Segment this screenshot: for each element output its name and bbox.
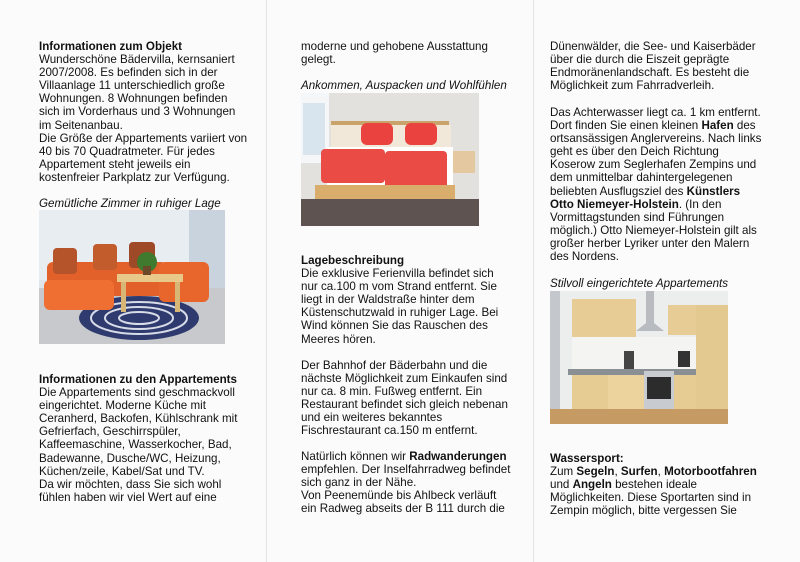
bahn-line: Der Bahnhof der Bäderbahn und die	[301, 359, 488, 372]
segeln-bold: Segeln	[576, 465, 615, 479]
app-line: Die Appartements sind geschmackvoll	[39, 386, 235, 400]
objekt-line: Wunderschöne Bädervilla, kernsaniert	[39, 53, 235, 67]
achter-line: Koserow zum Seglerhafen Zempins und	[550, 158, 757, 172]
duene-line: über die durch die Eiszeit geprägte	[550, 53, 730, 67]
objekt-line: Wohnungen. 8 Wohnungen befinden	[39, 92, 228, 106]
app-line: Küchen/zeile, Kabel/Sat und TV.	[39, 464, 205, 478]
column-2-lage	[301, 254, 533, 346]
caption-ankommen: Ankommen, Auspacken und Wohlfühlen	[301, 79, 507, 92]
app-heading: Informationen zu den Appartements	[39, 373, 237, 386]
objekt-line: 40 bis 70 Quadratmeter. Für jedes	[39, 144, 215, 158]
fold-line-right	[533, 0, 534, 562]
ziel-pre: beliebten Ausflugsziel des	[550, 184, 687, 198]
ws2-a: und	[550, 478, 573, 492]
achter-line: ortsansässigen Anglervereins. Nach links	[550, 132, 762, 146]
living-room-photo	[39, 210, 225, 344]
wasser-line: Möglichkeiten. Diese Sportarten sind in	[550, 491, 752, 505]
app-line: eingerichtet. Moderne Küche mit	[39, 399, 206, 413]
rad-bold: Radwanderungen	[409, 450, 507, 463]
intro-line: moderne und gehobene Ausstattung	[301, 40, 488, 53]
wasser-heading: Wassersport:	[550, 452, 624, 465]
motorboot-bold: Motorbootfahren	[664, 465, 757, 479]
bahn-line: nächste Möglichkeit zum Einkaufen sind	[301, 372, 508, 386]
column-1-appartements	[39, 373, 264, 504]
achter-line-kuenstler	[550, 185, 790, 198]
app-line: Gefrierfach, Geschirrspüler,	[39, 425, 181, 439]
column-3-achterwasser	[550, 106, 790, 263]
angeln-bold: Angeln	[572, 478, 612, 492]
ws1-e: ,	[657, 465, 665, 479]
wasser-line-2	[550, 478, 790, 491]
surfen-bold: Surfen	[620, 465, 658, 479]
bahn-line: und ein weiteres bekanntes	[301, 411, 443, 425]
achter-line: Das Achterwasser liegt ca. 1 km entfernt.	[550, 106, 761, 119]
achter-line: geht es über den Deich Richtung	[550, 145, 719, 159]
column-2-rad	[301, 450, 533, 515]
achter-l2-pre: Dort finden Sie einen kleinen	[550, 119, 702, 133]
caption-zimmer: Gemütliche Zimmer in ruhiger Lage	[39, 197, 221, 210]
objekt-line: 2007/2008. Es befinden sich in der	[39, 66, 218, 80]
lage-line: Wind können Sie das Rauschen des	[301, 319, 488, 333]
bahn-line: Fischrestaurant ca.150 m entfernt.	[301, 424, 478, 438]
otto-bold: Otto Niemeyer-Holstein	[550, 197, 679, 211]
app-line: Badewanne, Dusche/WC, Heizung,	[39, 451, 221, 465]
lage-line: Die exklusive Ferienvilla befindet sich	[301, 267, 494, 281]
rad-line-first	[301, 450, 533, 463]
column-2-bahnhof	[301, 359, 533, 438]
bahn-line: Restaurant befindet sich gleich nebenan	[301, 398, 508, 412]
hafen-bold: Hafen	[701, 119, 734, 133]
lage-line: Meeres hören.	[301, 332, 376, 346]
rad-line: ein Radweg abseits der B 111 durch die	[301, 502, 505, 516]
objekt-line: Appartement steht jeweils ein	[39, 157, 191, 171]
kitchen-photo	[550, 291, 728, 424]
kuenstler-bold: Künstlers	[686, 184, 741, 198]
achter-line: möglich.) Otto Niemeyer-Holstein gilt als	[550, 223, 757, 237]
bahn-line: nur ca. 8 min. Fußweg entfernt. Ein	[301, 385, 483, 399]
bedroom-photo	[301, 93, 479, 226]
intro-line: gelegt.	[301, 53, 336, 67]
column-3-wassersport	[550, 452, 790, 517]
ws2-c: bestehen ideale	[611, 478, 697, 492]
objekt-line: Die Größe der Appartements variiert von	[39, 131, 248, 145]
rad-pre: Natürlich können wir	[301, 450, 410, 463]
otto-post: . (In den	[678, 197, 722, 211]
rad-line: empfehlen. Der Inselfahrradweg befindet	[301, 463, 511, 477]
achter-line: großer herber Lyriker unter den Malern	[550, 236, 750, 250]
app-line: Kaffeemaschine, Wasserkocher, Bad,	[39, 438, 232, 452]
rad-line: Von Peenemünde bis Ahlbeck verläuft	[301, 489, 497, 503]
duene-line: Möglichkeit zum Fahrradverleih.	[550, 79, 715, 93]
column-1	[39, 40, 264, 184]
duene-line: Endmoränenlandschaft. Es besteht die	[550, 66, 750, 80]
wasser-line-1	[550, 465, 790, 478]
rad-line: sich ganz in der Nähe.	[301, 476, 417, 490]
objekt-line: kostenfreier Parkplatz zur Verfügung.	[39, 170, 230, 184]
achter-line-otto	[550, 198, 790, 211]
duene-line: Dünenwälder, die See- und Kaiserbäder	[550, 40, 756, 53]
achter-line: des Nordens.	[550, 250, 619, 264]
fold-line-left	[266, 0, 267, 562]
achter-line: dem unmittelbar dahintergelegenen	[550, 171, 733, 185]
objekt-line: Villaanlage 11 unterschiedlich große	[39, 79, 225, 93]
lage-line: nur ca.100 m vom Strand entfernt. Sie	[301, 280, 497, 294]
lage-line: Küstenschutzwald in ruhiger Lage. Bei	[301, 306, 499, 320]
objekt-line: sich im Vorderhaus und 3 Wohnungen	[39, 105, 236, 119]
column-2-intro	[301, 40, 531, 66]
achter-l2-post: des	[733, 119, 756, 133]
app-line: Ceranherd, Backofen, Kühlschrank mit	[39, 412, 238, 426]
column-3-duene	[550, 40, 790, 92]
objekt-heading: Informationen zum Objekt	[39, 40, 182, 53]
ws1-a: Zum	[550, 465, 577, 479]
app-line: fühlen haben wir viel Wert auf eine	[39, 490, 217, 504]
caption-stilvoll: Stilvoll eingerichtete Appartements	[550, 277, 729, 290]
achter-line-hafen	[550, 119, 790, 132]
lage-heading: Lagebeschreibung	[301, 254, 405, 267]
app-line: Da wir möchten, dass Sie sich wohl	[39, 477, 222, 491]
objekt-line: im Seitenanbau.	[39, 118, 123, 132]
ws1-c: ,	[614, 465, 621, 479]
wasser-line: Zempin möglich, bitte vergessen Sie	[550, 504, 737, 518]
achter-line: Vormittagstunden sind Führungen	[550, 210, 725, 224]
lage-line: liegt in der Waldstraße hinter dem	[301, 293, 475, 307]
